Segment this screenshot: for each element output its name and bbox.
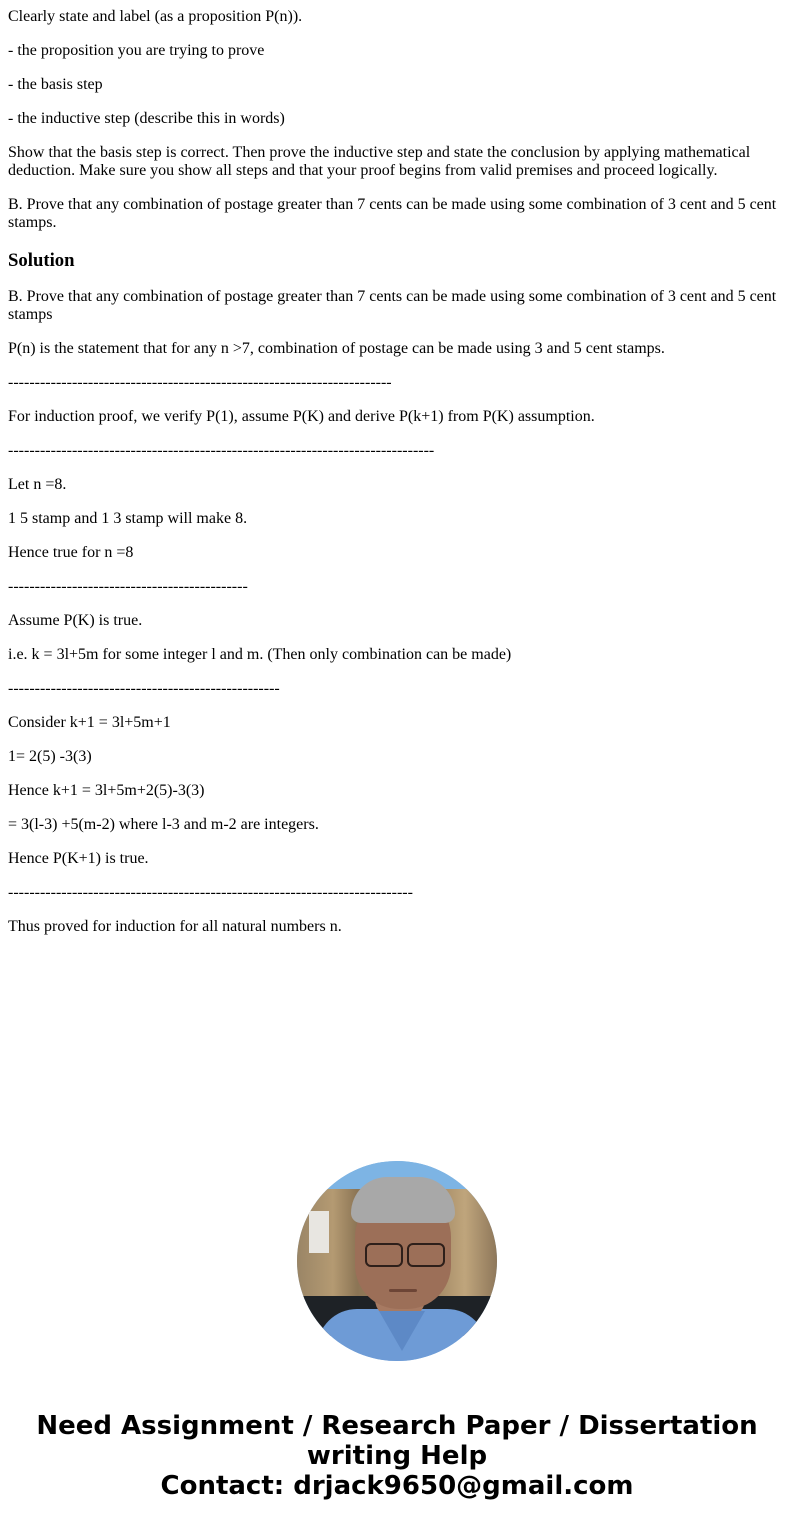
- basis-line: Hence true for n =8: [8, 544, 134, 561]
- promo-line-1: Need Assignment / Research Paper / Dissertation: [36, 1411, 758, 1441]
- question-part-b: B. Prove that any combination of postage greater than 7 cents can be made using some combination of 3 cent and 5 cent stamps.: [8, 196, 777, 231]
- glasses-icon: [407, 1243, 445, 1267]
- document-body: [0, 8, 794, 936]
- solution-heading: Solution: [8, 250, 75, 271]
- hypothesis-line: Assume P(K) is true.: [8, 612, 143, 629]
- promo-banner: [0, 1411, 794, 1501]
- divider: ----------------------------------------------------------------------------: [8, 884, 413, 901]
- inductive-line: = 3(l-3) +5(m-2) where l-3 and m-2 are integers.: [8, 816, 319, 833]
- promo-line-2: writing Help: [306, 1441, 488, 1471]
- author-avatar: [297, 1161, 497, 1361]
- solution-restatement: B. Prove that any combination of postage greater than 7 cents can be made using some combination of 3 cent and 5 cent stamps: [8, 288, 777, 323]
- inductive-line: Hence k+1 = 3l+5m+2(5)-3(3): [8, 782, 205, 799]
- solution-conclusion: Thus proved for induction for all natural numbers n.: [8, 918, 342, 935]
- question-item-basis: - the basis step: [8, 76, 103, 93]
- promo-contact: Contact: drjack9650@gmail.com: [160, 1471, 634, 1501]
- glasses-icon: [365, 1243, 403, 1267]
- solution-body: [8, 288, 786, 936]
- avatar-hair: [351, 1177, 455, 1223]
- divider: ------------------------------------------------------------------------: [8, 374, 392, 391]
- divider: ---------------------------------------------: [8, 578, 248, 595]
- question-item-inductive: - the inductive step (describe this in words): [8, 110, 285, 127]
- question-instructions: Show that the basis step is correct. Then prove the inductive step and state the conclusion by applying mathematical deduction. Make sure you show all steps and that your proof begins from valid premises and proceed logically.: [8, 144, 751, 179]
- inductive-line: Hence P(K+1) is true.: [8, 850, 149, 867]
- divider: --------------------------------------------------------------------------------: [8, 442, 435, 459]
- basis-line: Let n =8.: [8, 476, 67, 493]
- solution-statement: P(n) is the statement that for any n >7, combination of postage can be made using 3 and 5 cent stamps.: [8, 340, 665, 357]
- inductive-line: Consider k+1 = 3l+5m+1: [8, 714, 171, 731]
- divider: ---------------------------------------------------: [8, 680, 280, 697]
- question-intro: Clearly state and label (as a proposition P(n)).: [8, 8, 303, 25]
- inductive-line: 1= 2(5) -3(3): [8, 748, 92, 765]
- avatar-wall-switch: [309, 1211, 329, 1253]
- hypothesis-line: i.e. k = 3l+5m for some integer l and m. (Then only combination can be made): [8, 646, 512, 663]
- avatar-mouth: [389, 1289, 417, 1292]
- question-item-proposition: - the proposition you are trying to prove: [8, 42, 265, 59]
- basis-line: 1 5 stamp and 1 3 stamp will make 8.: [8, 510, 248, 527]
- solution-method: For induction proof, we verify P(1), assume P(K) and derive P(k+1) from P(K) assumption.: [8, 408, 595, 425]
